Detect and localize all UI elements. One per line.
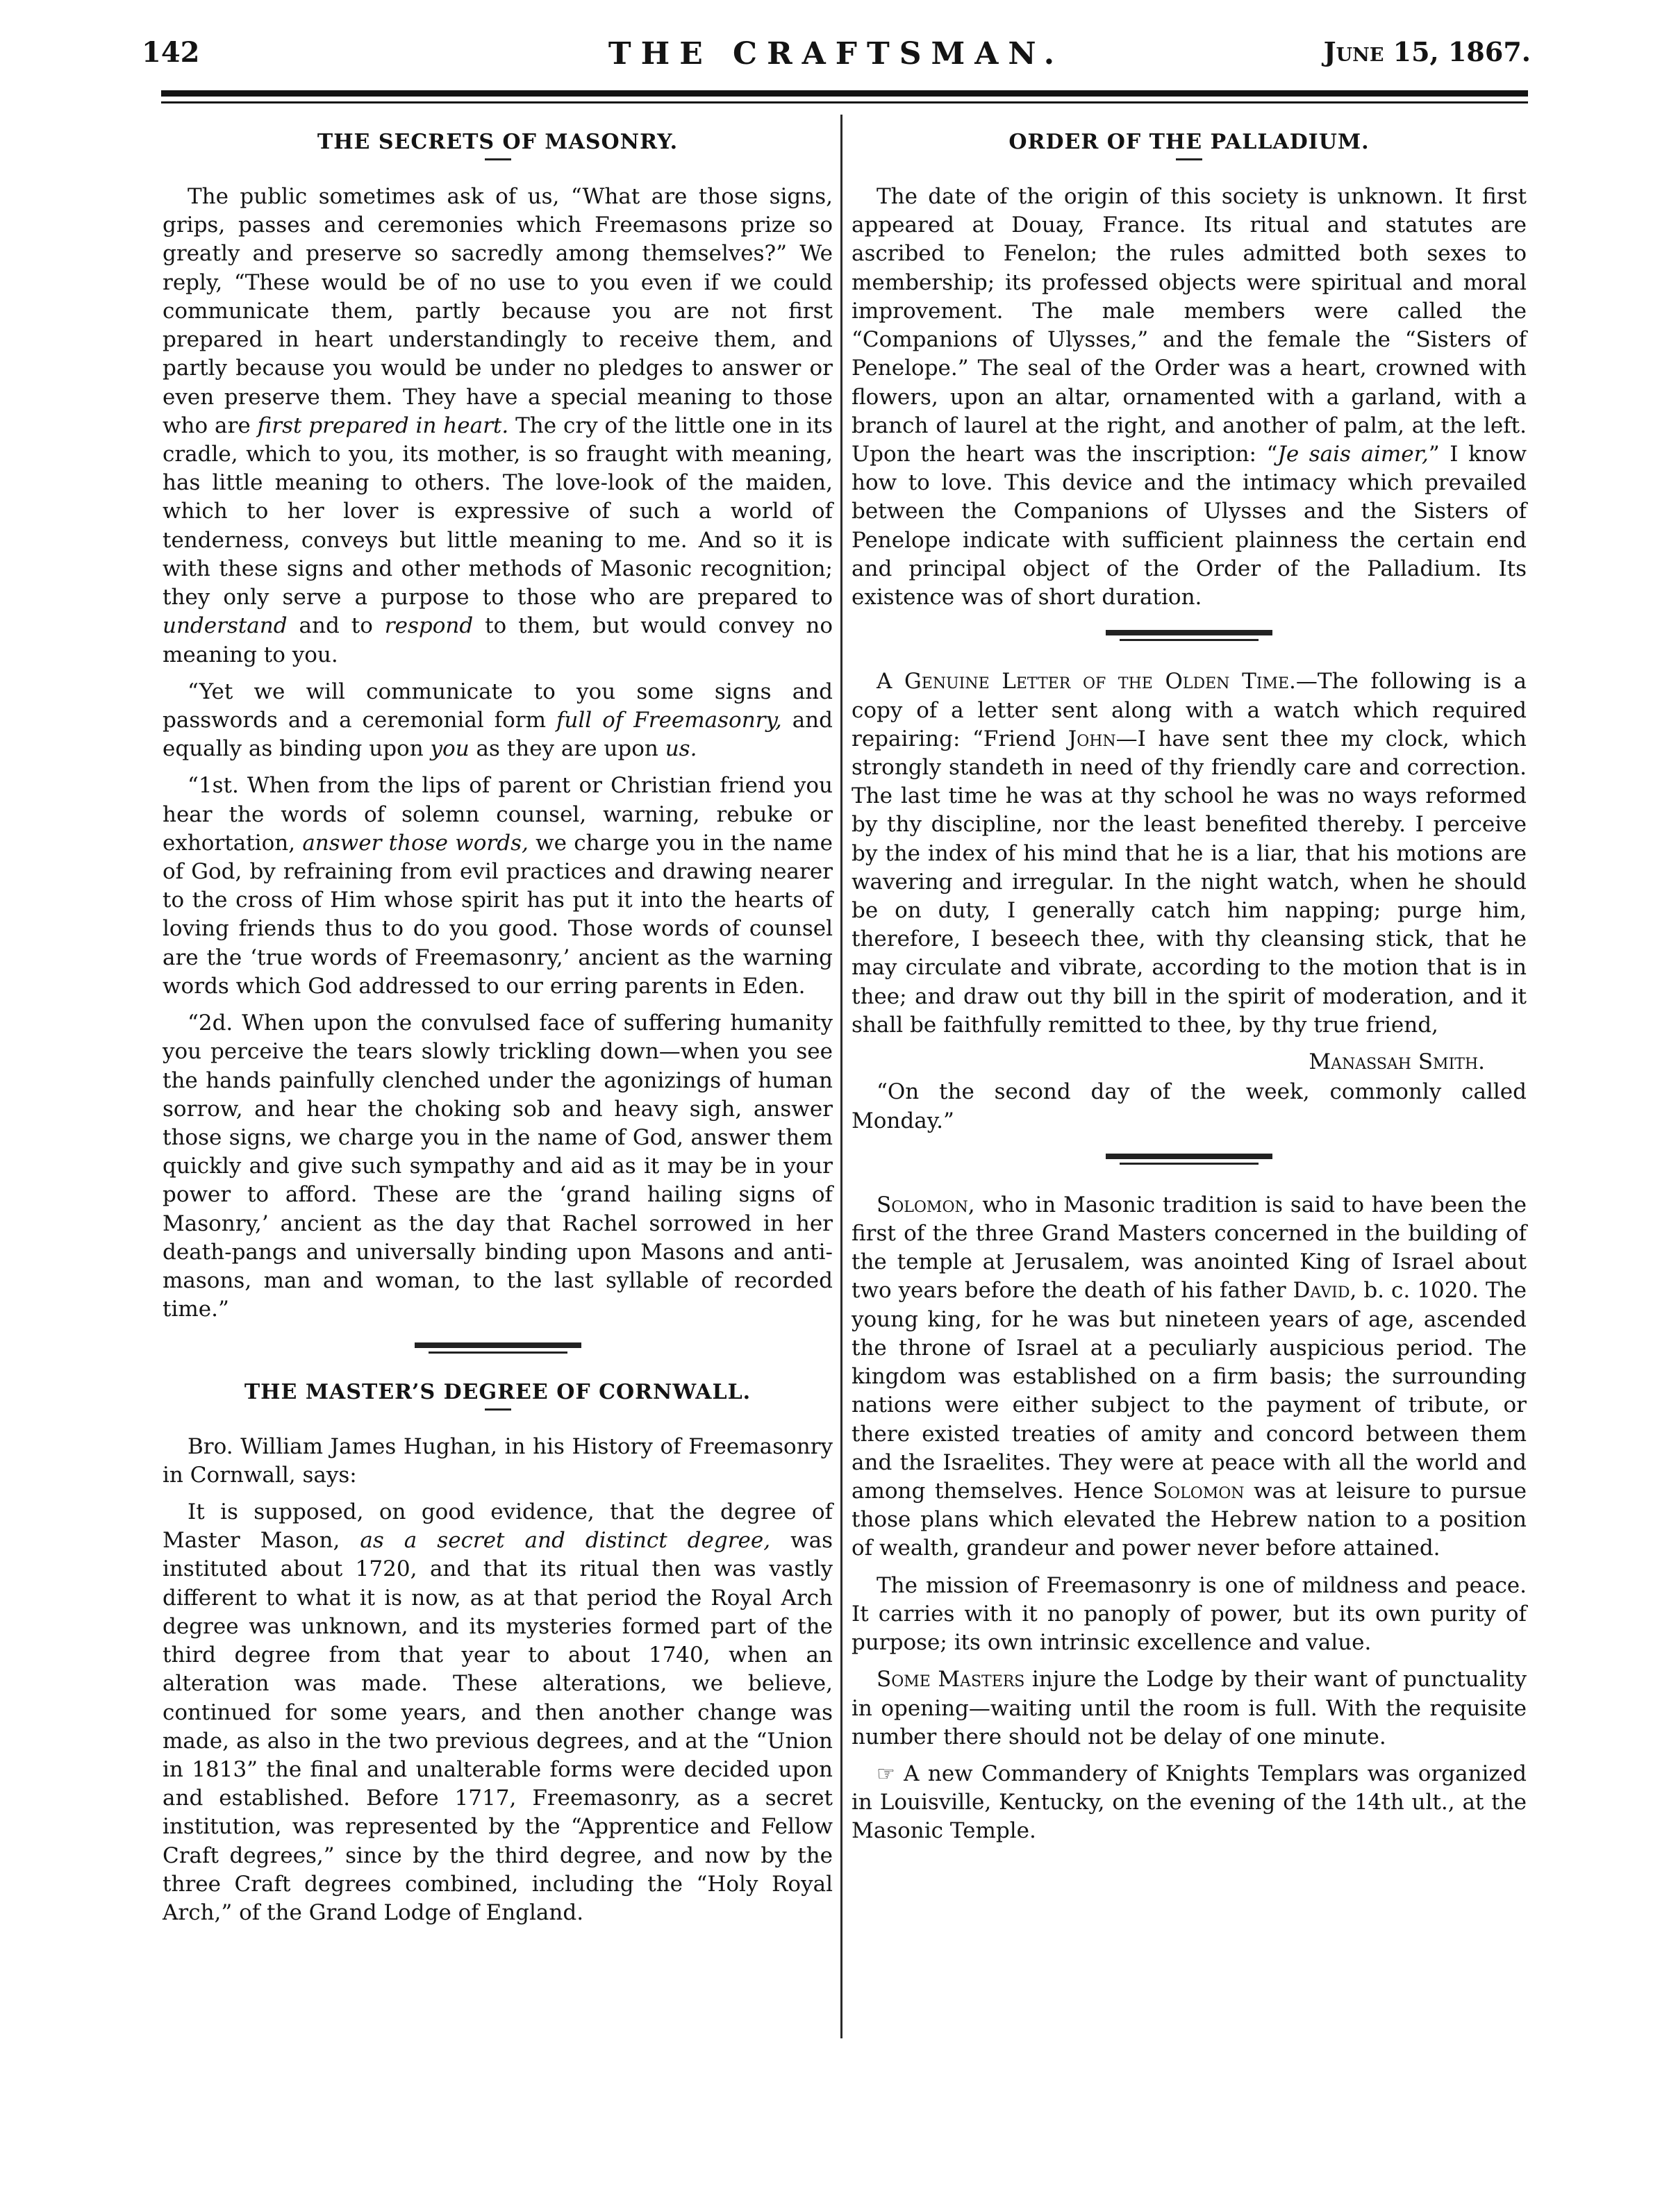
article-lead-solomon: Solomon, [877,1192,975,1217]
article-paragraph: It is supposed, on good evidence, that the degree of Master Mason, as a secret and distinct degree, was instituted about 1720, and that its ritual then was vastly different to what it is now, as at that period the Royal Arch degree was unknown, and its mysteries formed part of the third degree from that year to about 1740, when an alteration was made. These alterations, we believe, continued for some years, and then another change was made, as also in the two previous degrees, and at the “Union in 1813” the final and unalterable forms were decided upon and established. Before 1717, Freemasonry, as a secret institution, was represented by the “Apprentice and Fellow Craft degrees,” since by the third degree, and now by the three Craft degrees combined, including the “Holy Royal Arch,” of the Grand Lodge of England. [163,1499,833,1926]
section-separator [1106,1154,1272,1165]
article-title-masters-degree: THE MASTER’S DEGREE OF CORNWALL. [244,1379,752,1404]
page-number: 142 [142,36,200,69]
right-column [852,115,1527,1854]
article-paragraph: The public sometimes ask of us, “What are those signs, grips, passes and ceremonies which Freemasons prize so greatly and preserve so sacredly among themselves?” We reply, “These would be of no use to you even if we could communicate them, partly because you are not first prepared in heart understandingly to receive them, and partly because you would be under no pledges to answer or even preserve them. They have a special meaning to those who are first prepared in heart. The cry of the little one in its cradle, which to you, its mother, is so fraught with meaning, has little meaning to others. The love-look of the maiden, which to her lover is expressive of such a world of tenderness, conveys but little meaning to me. And so it is with these signs and other methods of Masonic recognition; they only serve a purpose to those who are prepared to understand and to respond to them, but would convey no meaning to you. [163,184,833,667]
column-divider [840,115,842,2038]
article-paragraph: Solomon, who in Masonic tradition is said to have been the first of the three Grand Masters concerned in the building of the temple at Jerusalem, was anointed King of Israel about two years before the death of his father David, b. c. 1020. The young king, for he was but nineteen years of age, ascended the throne of Israel at a peculiarly auspicious period. The kingdom was established on a firm basis; the surrounding nations were either subject to the payment of tribute, or there existed treaties of amity and concord between them and the Israelites. They were at peace with all the world and among themselves. Hence Solomon was at leisure to pursue those plans which elevated the Hebrew nation to a position of wealth, grandeur and power never before attained. [852,1192,1527,1561]
header-rule-thin [161,101,1528,103]
section-separator [415,1342,581,1354]
article-lead-masters: Some Masters [877,1667,1025,1693]
article-paragraph: “2d. When upon the convulsed face of suffering humanity you perceive the tears slowly trickling down—when you see the hands painfully clenched under the agonizings of human sorrow, and hear the choking sob and heavy sigh, answer those signs, we charge you in the name of God, answer them quickly and give such sympathy and aid as it may be in your power to afford. These are the ‘grand hailing signs of Masonry,’ ancient as the day that Rachel sorrowed in her death-pangs and universally binding upon Masons and anti-masons, man and woman, to the last syllable of recorded time.” [163,1011,833,1322]
title-rule [485,1408,511,1411]
article-paragraph: Some Masters injure the Lodge by their want of punctuality in opening—waiting until the room is full. With the requisite number there should not be delay of one minute. [852,1667,1527,1749]
article-paragraph: ☞ A new Commandery of Knights Templars was organized in Louisville, Kentucky, on the evening of the 14th ult., at the Masonic Temple. [852,1761,1527,1844]
article-title-secrets: THE SECRETS OF MASONRY. [317,130,679,154]
pointing-hand-icon: ☞ [877,1761,895,1786]
journal-title: THE CRAFTSMAN. [608,36,1065,72]
article-paragraph: The date of the origin of this society is unknown. It first appeared at Douay, France. Its ritual and statutes are ascribed to Fenelon; the rules admitted both sexes to membership; its professed objects were spiritual and moral improvement. The male members were called the “Companions of Ulysses,” and the female the “Sisters of Penelope.” The seal of the Order was a heart, crowned with flowers, upon an altar, ornamented with a garland, with a branch of laurel at the right, and another of palm, at the left. Upon the heart was the inscription: “Je sais aimer,” I know how to love. This device and the intimacy which prevailed between the Companions of Ulysses and the Sisters of Penelope indicate with sufficient plainness the certain end and principal object of the Order of the Palladium. Its existence was of short duration. [852,184,1527,610]
page-header [142,36,1531,78]
issue-date: June 15, 1867. [1323,36,1531,67]
article-paragraph: The mission of Freemasonry is one of mildness and peace. It carries with it no panoply of power, but its own purity of purpose; its own intrinsic excellence and value. [852,1572,1527,1656]
left-column [163,115,833,1936]
article-paragraph: A Genuine Letter of the Olden Time.—The following is a copy of a letter sent along with a watch which required repairing: “Friend John—I have sent thee my clock, which strongly standeth in need of thy friendly care and correction. The last time he was at thy school he was no ways reformed by thy discipline, nor the least benefited thereby. I perceive by the index of his mind that he is a liar, that his motions are wavering and irregular. In the night watch, when he should be on duty, I generally catch him napping; purge him, therefore, I beseech thee, with thy cleansing stick, that he may circulate and vibrate, according to the motion that is in thee; and draw out thy bill in the spirit of moderation, and it shall be faithfully remitted to thee, by thy true friend, [852,669,1527,1038]
article-lead-letter: A Genuine Letter of the Olden Time. [877,669,1296,695]
title-rule [485,158,511,160]
letter-signature: Manassah Smith. [1309,1049,1485,1075]
title-rule [1176,158,1202,160]
section-separator [1106,630,1272,641]
header-rule-thick [161,90,1528,97]
article-title-palladium: ORDER OF THE PALLADIUM. [1008,130,1370,154]
article-paragraph: “On the second day of the week, commonly called Monday.” [852,1079,1527,1133]
article-paragraph: Bro. William James Hughan, in his History of Freemasonry in Cornwall, says: [163,1433,833,1488]
article-paragraph: “Yet we will communicate to you some signs and passwords and a ceremonial form full of Freemasonry, and equally as binding upon you as they are upon us. [163,679,833,762]
article-paragraph: “1st. When from the lips of parent or Christian friend you hear the words of solemn counsel, warning, rebuke or exhortation, answer those words, we charge you in the name of God, by refraining from evil practices and drawing nearer to the cross of Him whose spirit has put it into the hearts of loving friends thus to do you good. Those words of counsel are the ‘true words of Freemasonry,’ ancient as the warning words which God addressed to our erring parents in Eden. [163,773,833,999]
